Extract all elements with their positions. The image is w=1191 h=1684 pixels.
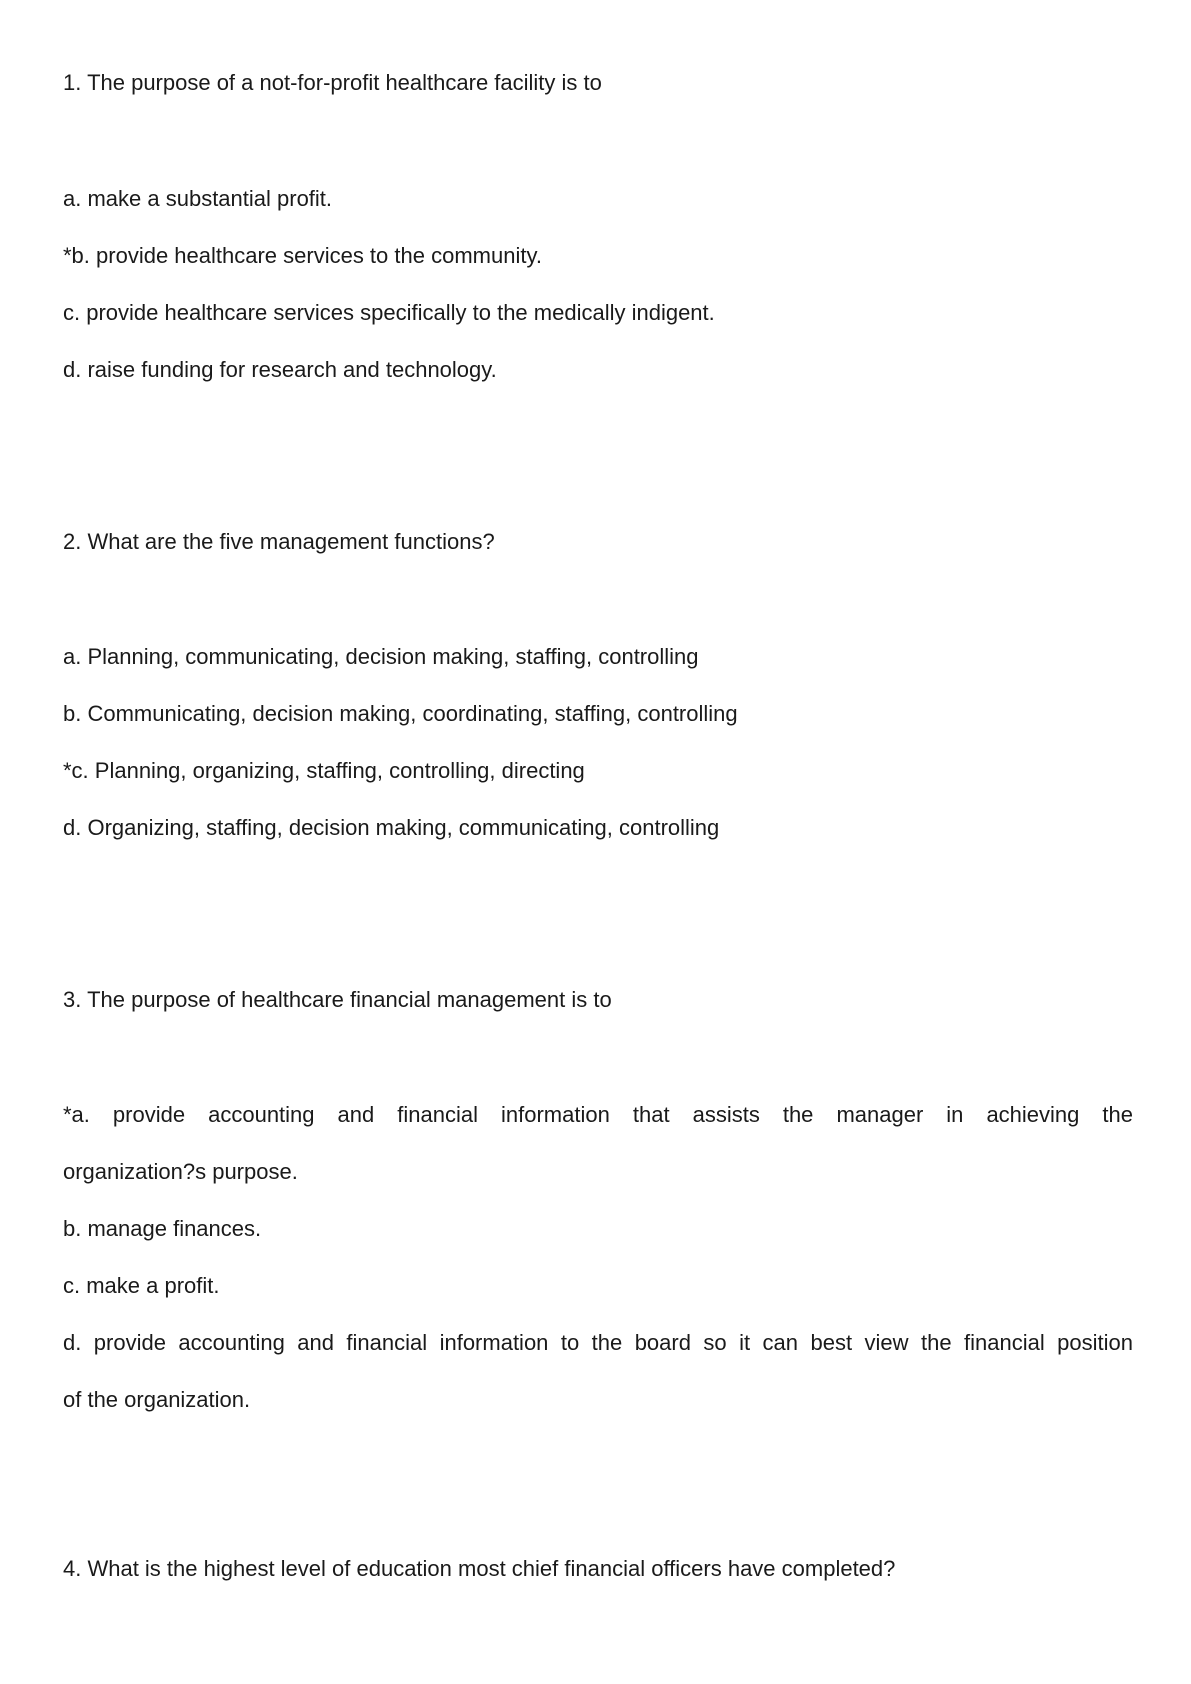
question-2-option-c: *c. Planning, organizing, staffing, controlling, directing <box>63 758 585 783</box>
question-3-option-b: b. manage finances. <box>63 1216 262 1241</box>
question-1-stem: 1. The purpose of a not-for-profit healthcare facility is to <box>63 70 602 95</box>
question-3-option-a-continued: organization?s purpose. <box>63 1159 298 1184</box>
question-3-stem: 3. The purpose of healthcare financial management is to <box>63 987 612 1012</box>
question-1-option-d: d. raise funding for research and technology. <box>63 357 497 382</box>
question-3-option-a: *a. provide accounting and financial information that assists the manager in achieving the <box>63 1102 1133 1127</box>
question-4-stem: 4. What is the highest level of education most chief financial officers have completed? <box>63 1556 896 1581</box>
question-3-option-d: d. provide accounting and financial information to the board so it can best view the financial position <box>63 1330 1133 1355</box>
question-2-stem: 2. What are the five management functions? <box>63 529 495 554</box>
question-2-option-a: a. Planning, communicating, decision making, staffing, controlling <box>63 644 699 669</box>
question-3-option-d-continued: of the organization. <box>63 1387 251 1412</box>
question-1-option-b: *b. provide healthcare services to the community. <box>63 243 542 268</box>
question-3-option-c: c. make a profit. <box>63 1273 220 1298</box>
question-1-option-c: c. provide healthcare services specifically to the medically indigent. <box>63 300 715 325</box>
question-1-option-a: a. make a substantial profit. <box>63 186 333 211</box>
question-2-option-d: d. Organizing, staffing, decision making, communicating, controlling <box>63 815 720 840</box>
question-2-option-b: b. Communicating, decision making, coordinating, staffing, controlling <box>63 701 738 726</box>
